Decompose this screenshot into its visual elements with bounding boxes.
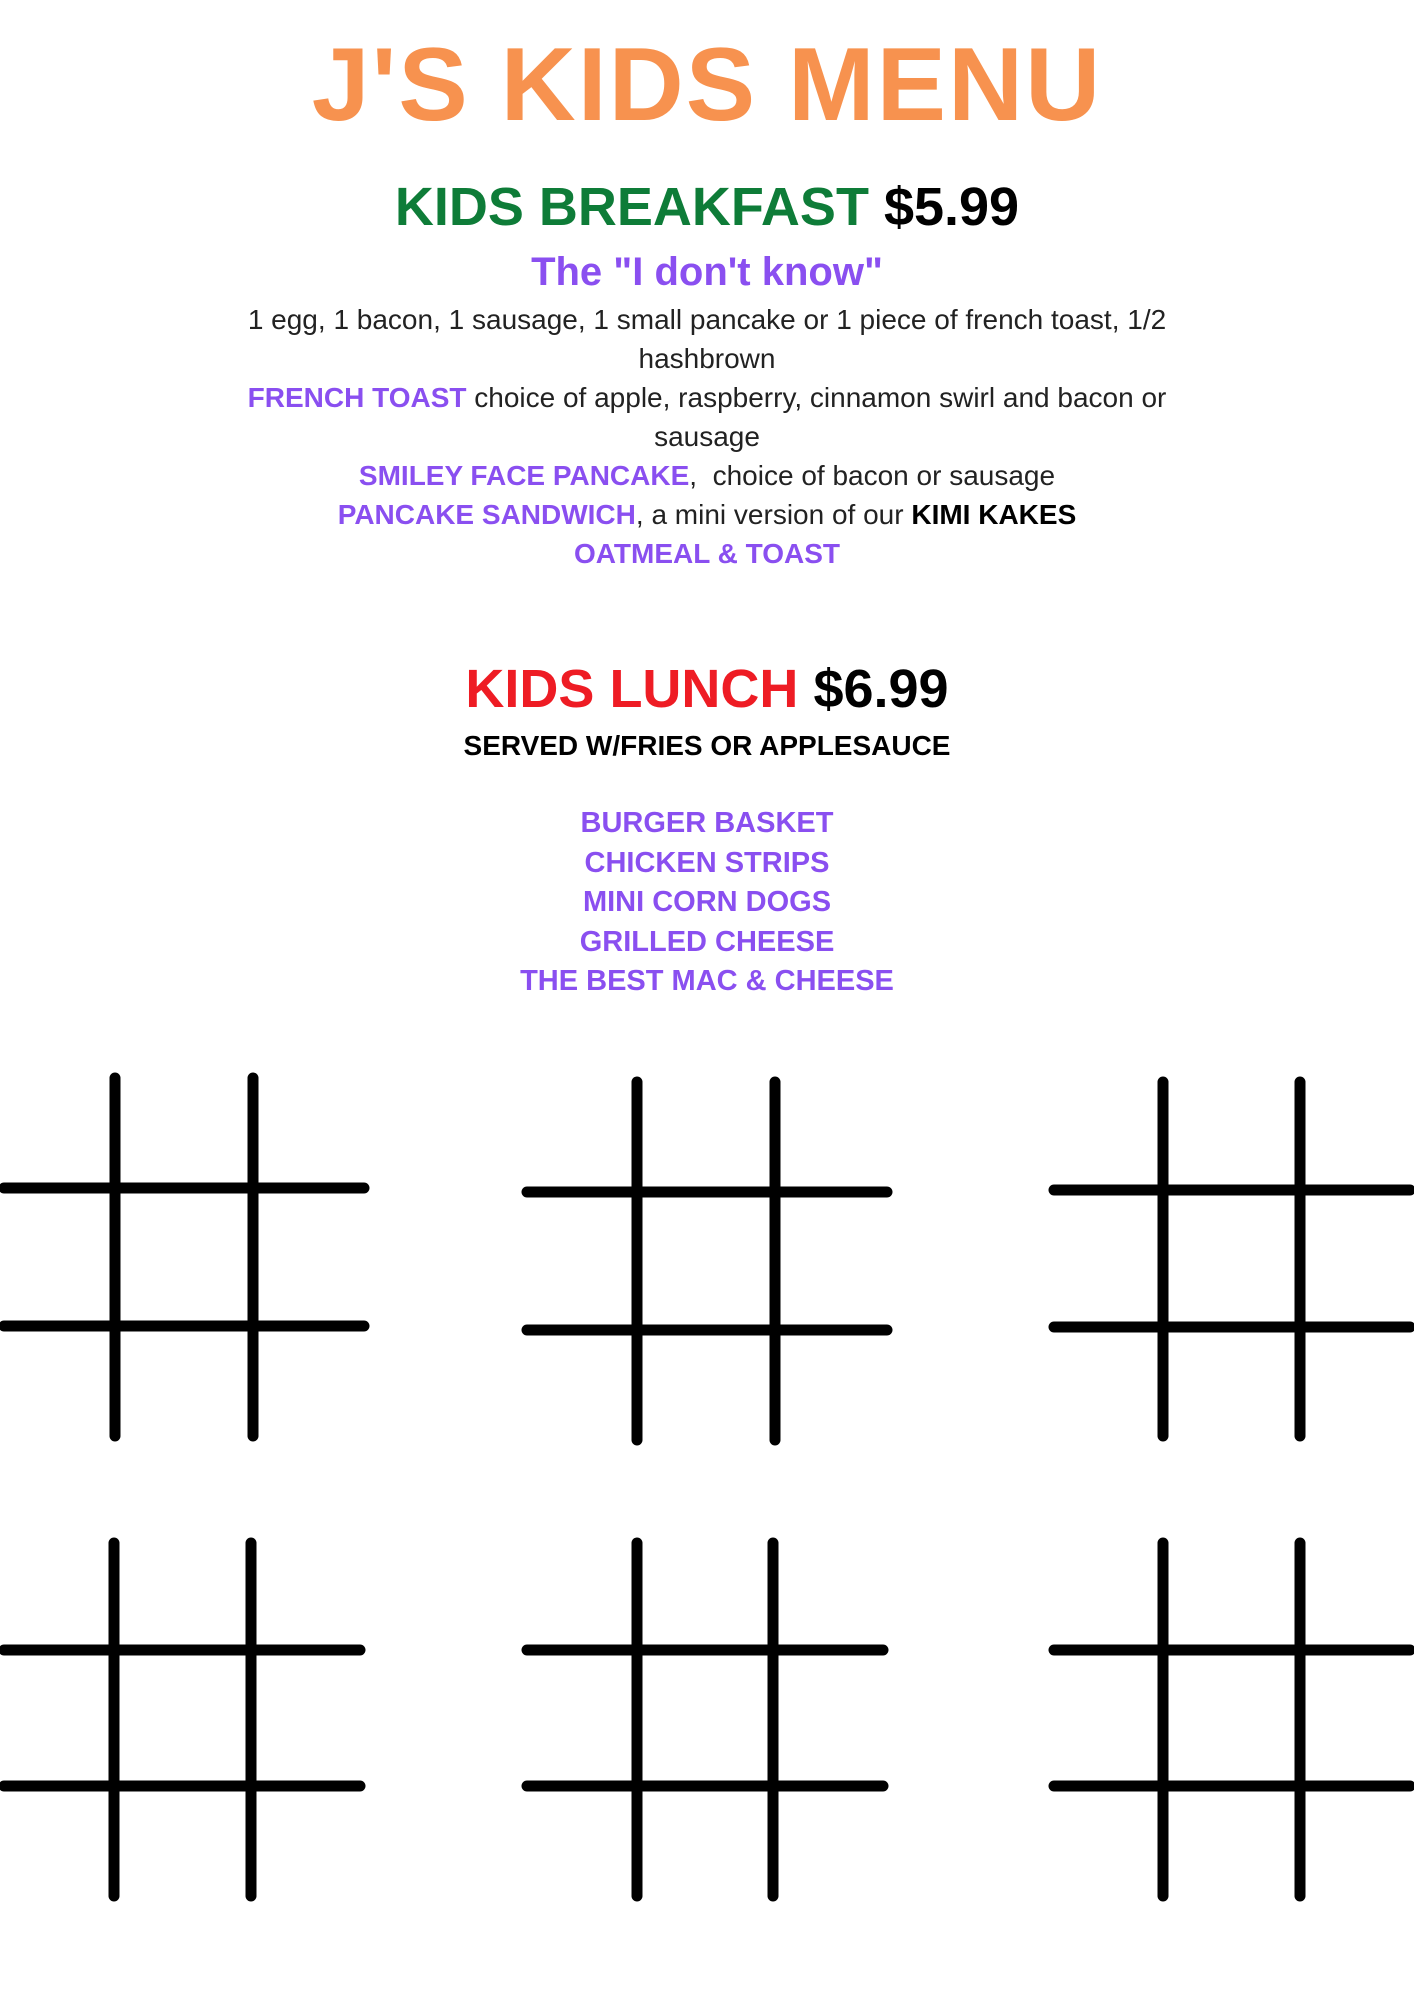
item-name: SMILEY FACE PANCAKE	[358, 460, 690, 491]
lunch-item: GRILLED CHEESE	[579, 925, 835, 958]
item-name: FRENCH TOAST	[247, 382, 467, 413]
breakfast-price: $5.99	[883, 177, 1020, 237]
tic-tac-toe-board-1[interactable]	[4, 1078, 364, 1436]
lunch-item: BURGER BASKET	[580, 807, 834, 839]
tic-tac-toe-board-2[interactable]	[527, 1082, 887, 1440]
menu-title: J'S KIDS MENU	[311, 27, 1103, 143]
lunch-item: CHICKEN STRIPS	[584, 846, 830, 879]
i-dont-know-heading: The "I don't know"	[531, 250, 883, 294]
breakfast-heading-label: KIDS BREAKFAST	[394, 177, 869, 237]
tic-tac-toe-board-4[interactable]	[4, 1543, 360, 1896]
i-dont-know-description: 1 egg, 1 bacon, 1 sausage, 1 small pancake or 1 piece of french toast, 1/2 hashbrown	[247, 304, 1167, 374]
kimi-kakes-highlight: KIMI KAKES	[911, 499, 1077, 530]
item-name: OATMEAL & TOAST	[574, 538, 840, 569]
tic-tac-toe-board-5[interactable]	[527, 1543, 883, 1896]
item-description: , choice of bacon or sausage	[689, 460, 1056, 491]
tic-tac-toe-board-6[interactable]	[1054, 1543, 1410, 1896]
item-description: , a mini version of our	[635, 499, 912, 530]
lunch-served-with: SERVED W/FRIES OR APPLESAUCE	[463, 730, 951, 761]
lunch-price: $6.99	[813, 659, 949, 719]
tic-tac-toe-board-3[interactable]	[1054, 1082, 1410, 1436]
lunch-item: MINI CORN DOGS	[582, 886, 832, 918]
item-description: choice of apple, raspberry, cinnamon swirl and bacon or sausage	[466, 382, 1167, 452]
lunch-heading-label: KIDS LUNCH	[465, 659, 799, 719]
lunch-item: THE BEST MAC & CHEESE	[520, 965, 894, 997]
item-name: PANCAKE SANDWICH	[337, 499, 636, 530]
